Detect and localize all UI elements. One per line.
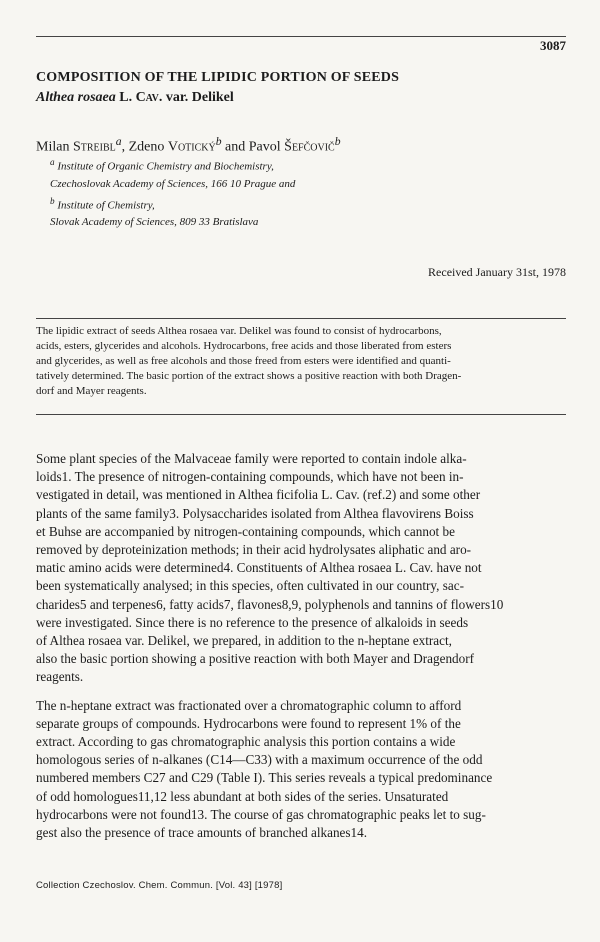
body-line: removed by deproteinization methods; in their acid hydrolysates aliphatic and aro-	[36, 542, 472, 558]
body-line: et Buhse are accompanied by nitrogen-containing compounds, which cannot be	[36, 523, 455, 539]
author-1-first: Milan	[36, 139, 70, 155]
author-2-last: Votický	[167, 139, 216, 155]
body-line: also the basic portion showing a positive reaction with both Mayer and Dragendorf	[36, 651, 475, 667]
author-1-last: Streibl	[72, 139, 116, 155]
affiliation-a-line2: Czechoslovak Academy of Sciences, 166 10 Prague and	[50, 177, 296, 190]
author-3-last: Šefčovič	[284, 139, 335, 155]
author-3-sup: b	[334, 135, 341, 148]
body-line: vestigated in detail, was mentioned in Althea ficifolia L. Cav. (ref.2) and some other	[36, 487, 481, 503]
body-line: reagents.	[36, 669, 84, 685]
article-subtitle	[36, 90, 566, 106]
author-1-sup: a	[115, 135, 122, 148]
body-text	[36, 450, 566, 842]
body-line: extract. According to gas chromatographic analysis this portion contains a wide	[36, 734, 456, 750]
author-2-first: Zdeno	[128, 139, 165, 155]
body-line: The n-heptane extract was fractionated over a chromatographic column to afford	[36, 697, 462, 713]
affiliations	[50, 154, 295, 231]
author-3-first: Pavol	[248, 139, 281, 155]
body-line: plants of the same family3. Polysaccharides isolated from Althea flavovirens Boiss	[36, 505, 474, 521]
abstract-line: and glycerides, as well as free alcohols and those freed from esters were identified and quanti-	[36, 355, 451, 367]
paragraph-1	[36, 450, 566, 687]
subtitle-species: Althea rosaea	[36, 90, 116, 105]
body-line: charides5 and terpenes6, fatty acids7, flavones8,9, polyphenols and tannins of flowers10	[36, 596, 504, 612]
body-line: of Althea rosaea var. Delikel, we prepared, in addition to the n-heptane extract,	[36, 633, 452, 649]
body-line: were investigated. Since there is no reference to the presence of alkaloids in seeds	[36, 614, 469, 630]
authors	[36, 135, 341, 156]
affiliation-b-line1: $^b$ Institute of Chemistry,	[50, 195, 155, 212]
body-line: been systematically analysed; in this species, often cultivated in our country, sac-	[36, 578, 464, 594]
body-line: matic amino acids were determined4. Constituents of Althea rosaea L. Cav. have not	[36, 560, 482, 576]
page-number: 3087	[540, 38, 566, 53]
article-title: COMPOSITION OF THE LIPIDIC PORTION OF SEEDS	[36, 70, 400, 85]
subtitle-authority: L. Cav.	[119, 90, 163, 105]
body-line: of odd homologues11,12 less abundant at both sides of the series. Unsaturated	[36, 788, 449, 804]
affiliation-a-line1: $^a$ Institute of Organic Chemistry and Biochemistry,	[50, 157, 274, 173]
body-line: loids1. The presence of nitrogen-containing compounds, which have not been in-	[36, 469, 464, 485]
abstract-line: The lipidic extract of seeds Althea rosaea var. Delikel was found to consist of hydrocarbons,	[36, 325, 442, 337]
author-2-sep: and	[221, 139, 249, 155]
header-rule	[36, 36, 566, 37]
footer-citation: Collection Czechoslov. Chem. Commun. [Vol. 43] [1978]	[36, 880, 283, 891]
abstract-rule-top	[36, 318, 566, 319]
body-line: homologous series of n-alkanes (C14—C33) with a maximum occurrence of the odd	[36, 752, 483, 768]
received-date: Received January 31st, 1978	[428, 265, 566, 279]
paragraph-2	[36, 697, 566, 843]
author-2-sup: b	[215, 135, 222, 148]
subtitle-variety: var. Delikel	[165, 90, 234, 105]
author-1-sep: ,	[121, 139, 129, 155]
body-line: separate groups of compounds. Hydrocarbons were found to represent 1% of the	[36, 715, 461, 731]
body-line: Some plant species of the Malvaceae family were reported to contain indole alka-	[36, 451, 467, 466]
abstract-rule-bottom	[36, 414, 566, 415]
affiliation-b-line2: Slovak Academy of Sciences, 809 33 Bratislava	[50, 216, 259, 229]
body-line: numbered members C27 and C29 (Table I). This series reveals a typical predominance	[36, 770, 493, 786]
abstract-line: dorf and Mayer reagents.	[36, 385, 147, 397]
abstract-line: tatively determined. The basic portion of the extract shows a positive reaction with both Dragen-	[36, 370, 462, 382]
abstract	[36, 324, 566, 399]
body-line: hydrocarbons were not found13. The course of gas chromatographic peaks let to sug-	[36, 806, 486, 822]
abstract-line: acids, esters, glycerides and alcohols. Hydrocarbons, free acids and those liberated from esters	[36, 340, 452, 352]
body-line: gest also the presence of trace amounts of branched alkanes14.	[36, 825, 368, 841]
